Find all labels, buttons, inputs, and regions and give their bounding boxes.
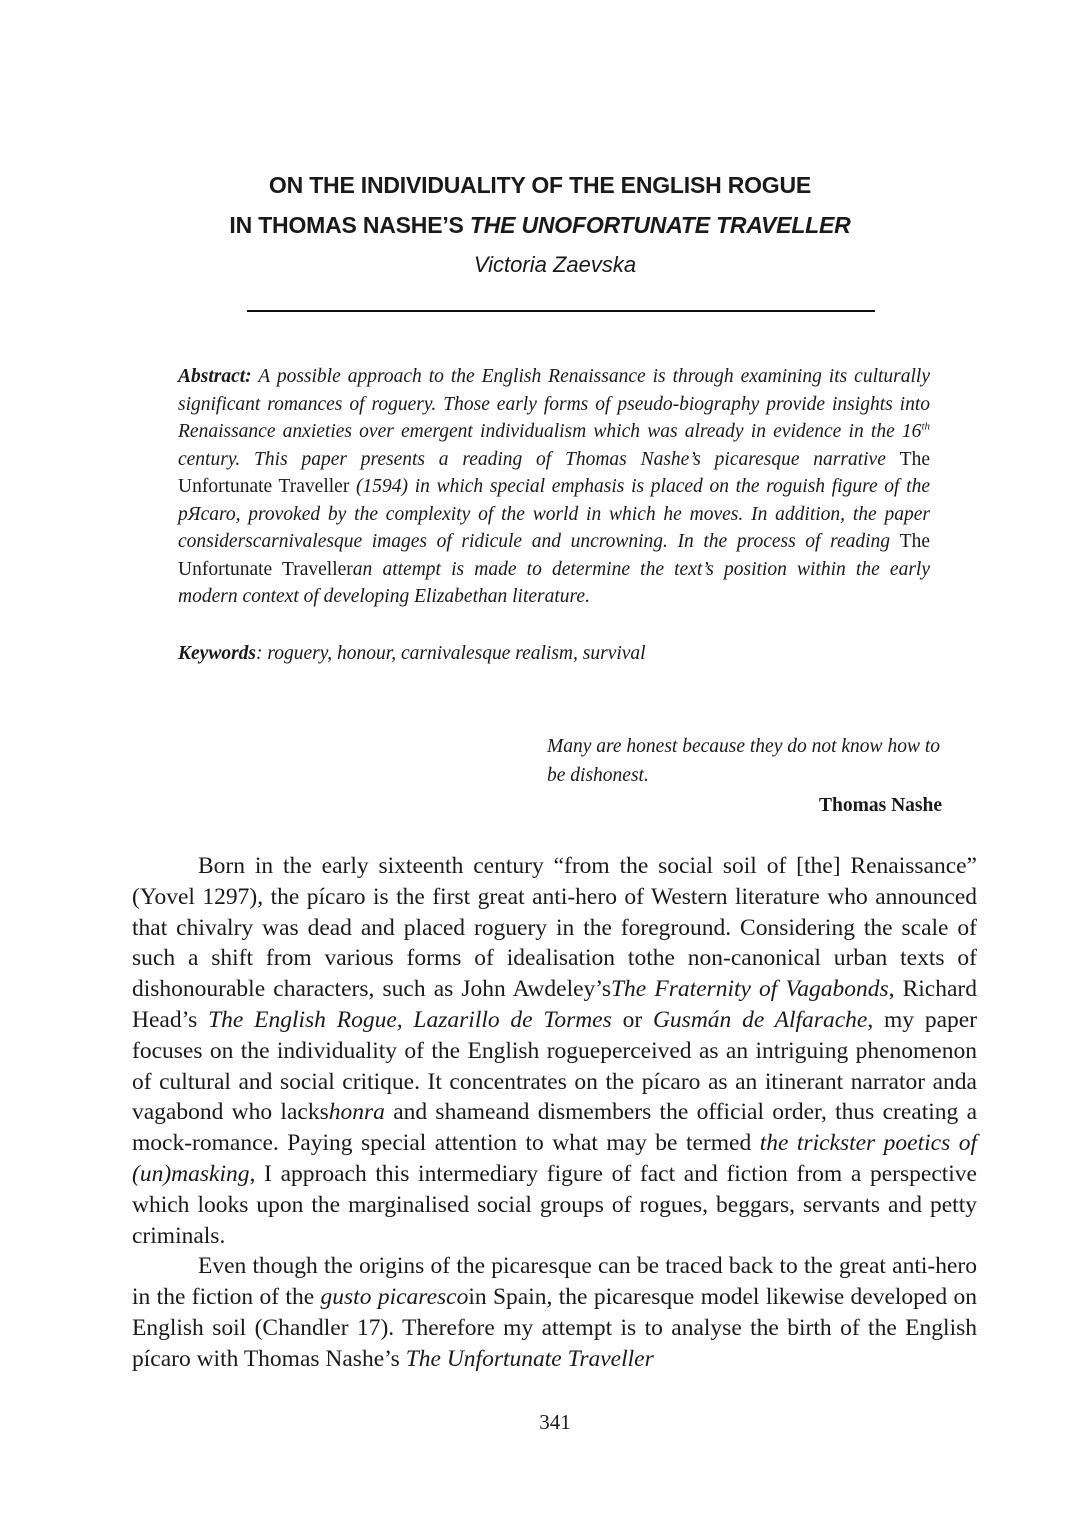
- abstract-book-title-2: The Unfortunate Traveller: [178, 531, 930, 580]
- body-text: [132, 851, 977, 1375]
- body-p1-text-f: , I approach this intermediary figure of fact and fiction from a perspective which looks upon the marginalised social groups of rogues, beggars, servants and petty criminals.: [132, 1160, 977, 1249]
- body-p1-text-c: or: [611, 1006, 653, 1033]
- paper-title-line-2: [0, 212, 1080, 239]
- body-p1-text-e: and shameand dismembers the official order, thus creating a mock-romance. Paying special attention to what may be termed: [132, 1099, 978, 1157]
- epigraph-quote: Many are honest because they do not know how to be dishonest.: [547, 736, 940, 786]
- abstract-text-3: (1594) in which special emphasis is placed on the roguish figure of the pЯcaro, provoked by the complexity of the world in which he moves. In addition, the paper considerscarnivalesque images of ridicule and uncrowning. In the process of reading: [178, 476, 930, 552]
- abstract-superscript: th: [921, 420, 930, 433]
- title-book-name: THE UNOFORTUNATE TRAVELLER: [469, 212, 851, 238]
- abstract: [178, 363, 930, 611]
- author-name: Victoria Zaevska: [473, 252, 637, 277]
- title-divider: [247, 310, 875, 312]
- abstract-text-1: A possible approach to the English Renaissance is through examining its culturally significant romances of roguery. Those early forms of pseudo-biography provide insights into Renaissance anxieties over emergent individualism which was already in evidence in the 16: [178, 366, 930, 442]
- body-p1-italic-3: Gusmán de Alfarache: [652, 1006, 868, 1033]
- body-p2-italic-2: The Unfortunate Traveller: [405, 1345, 654, 1372]
- page-number: 341: [539, 1410, 571, 1434]
- abstract-text-2: century. This paper presents a reading of Thomas Nashe’s picaresque narrative: [178, 448, 900, 470]
- body-p2-text-a: Even though the origins of the picaresque can be traced back to the great anti-hero in the fiction of the: [132, 1253, 977, 1311]
- body-paragraph-1: [132, 851, 977, 1251]
- epigraph-author: Thomas Nashe: [819, 795, 942, 816]
- abstract-book-title-1: The Unfortunate Traveller: [178, 448, 930, 497]
- body-p1-text-a: Born in the early sixteenth century “from the social soil of [the] Renaissance” (Yovel 1297), the pícaro is the first great anti-hero of Western literature who announced that chivalry was dead and placed roguery in the foreground. Considering the scale of such a shift from various forms of idealisation tothe non-canonical urban texts of dishonourable characters, such as John Awdeley’s: [132, 853, 977, 1003]
- body-p1-italic-1: The Fraternity of Vagabonds: [610, 976, 889, 1003]
- body-p1-italic-4: honra: [328, 1099, 385, 1126]
- body-p1-text-d: , my paper focuses on the individuality of the English rogueperceived as an intriguing phenomenon of cultural and social critique. It concentrates on the pícaro as an itinerant narrator anda vagabond who lacks: [132, 1006, 978, 1126]
- abstract-text-4: an attempt is made to determine the text’s position within the early modern context of developing Elizabethan literature.: [178, 558, 930, 607]
- keywords-label: Keywords: [178, 643, 256, 664]
- abstract-label: Abstract:: [178, 366, 252, 387]
- body-p2-text-b: in Spain, the picaresque model likewise developed on English soil (Chandler 17). Therefore my attempt is to analyse the birth of the English pícaro with Thomas Nashe’s: [132, 1284, 977, 1372]
- keywords-text: : roguery, honour, carnivalesque realism, survival: [256, 643, 646, 664]
- body-paragraph-2: [132, 1251, 977, 1374]
- body-p1-text-b: , Richard Head’s: [132, 976, 977, 1033]
- body-p2-italic-1: gusto picaresco: [320, 1284, 469, 1311]
- body-p1-italic-5: the trickster poetics of (un)masking: [132, 1130, 977, 1187]
- title-prefix: IN THOMAS NASHE’S: [229, 212, 470, 238]
- paper-title-line-1: ON THE INDIVIDUALITY OF THE ENGLISH ROGUE: [268, 172, 812, 198]
- keywords: [178, 640, 930, 668]
- body-p1-italic-2: The English Rogue, Lazarillo de Tormes: [208, 1006, 612, 1033]
